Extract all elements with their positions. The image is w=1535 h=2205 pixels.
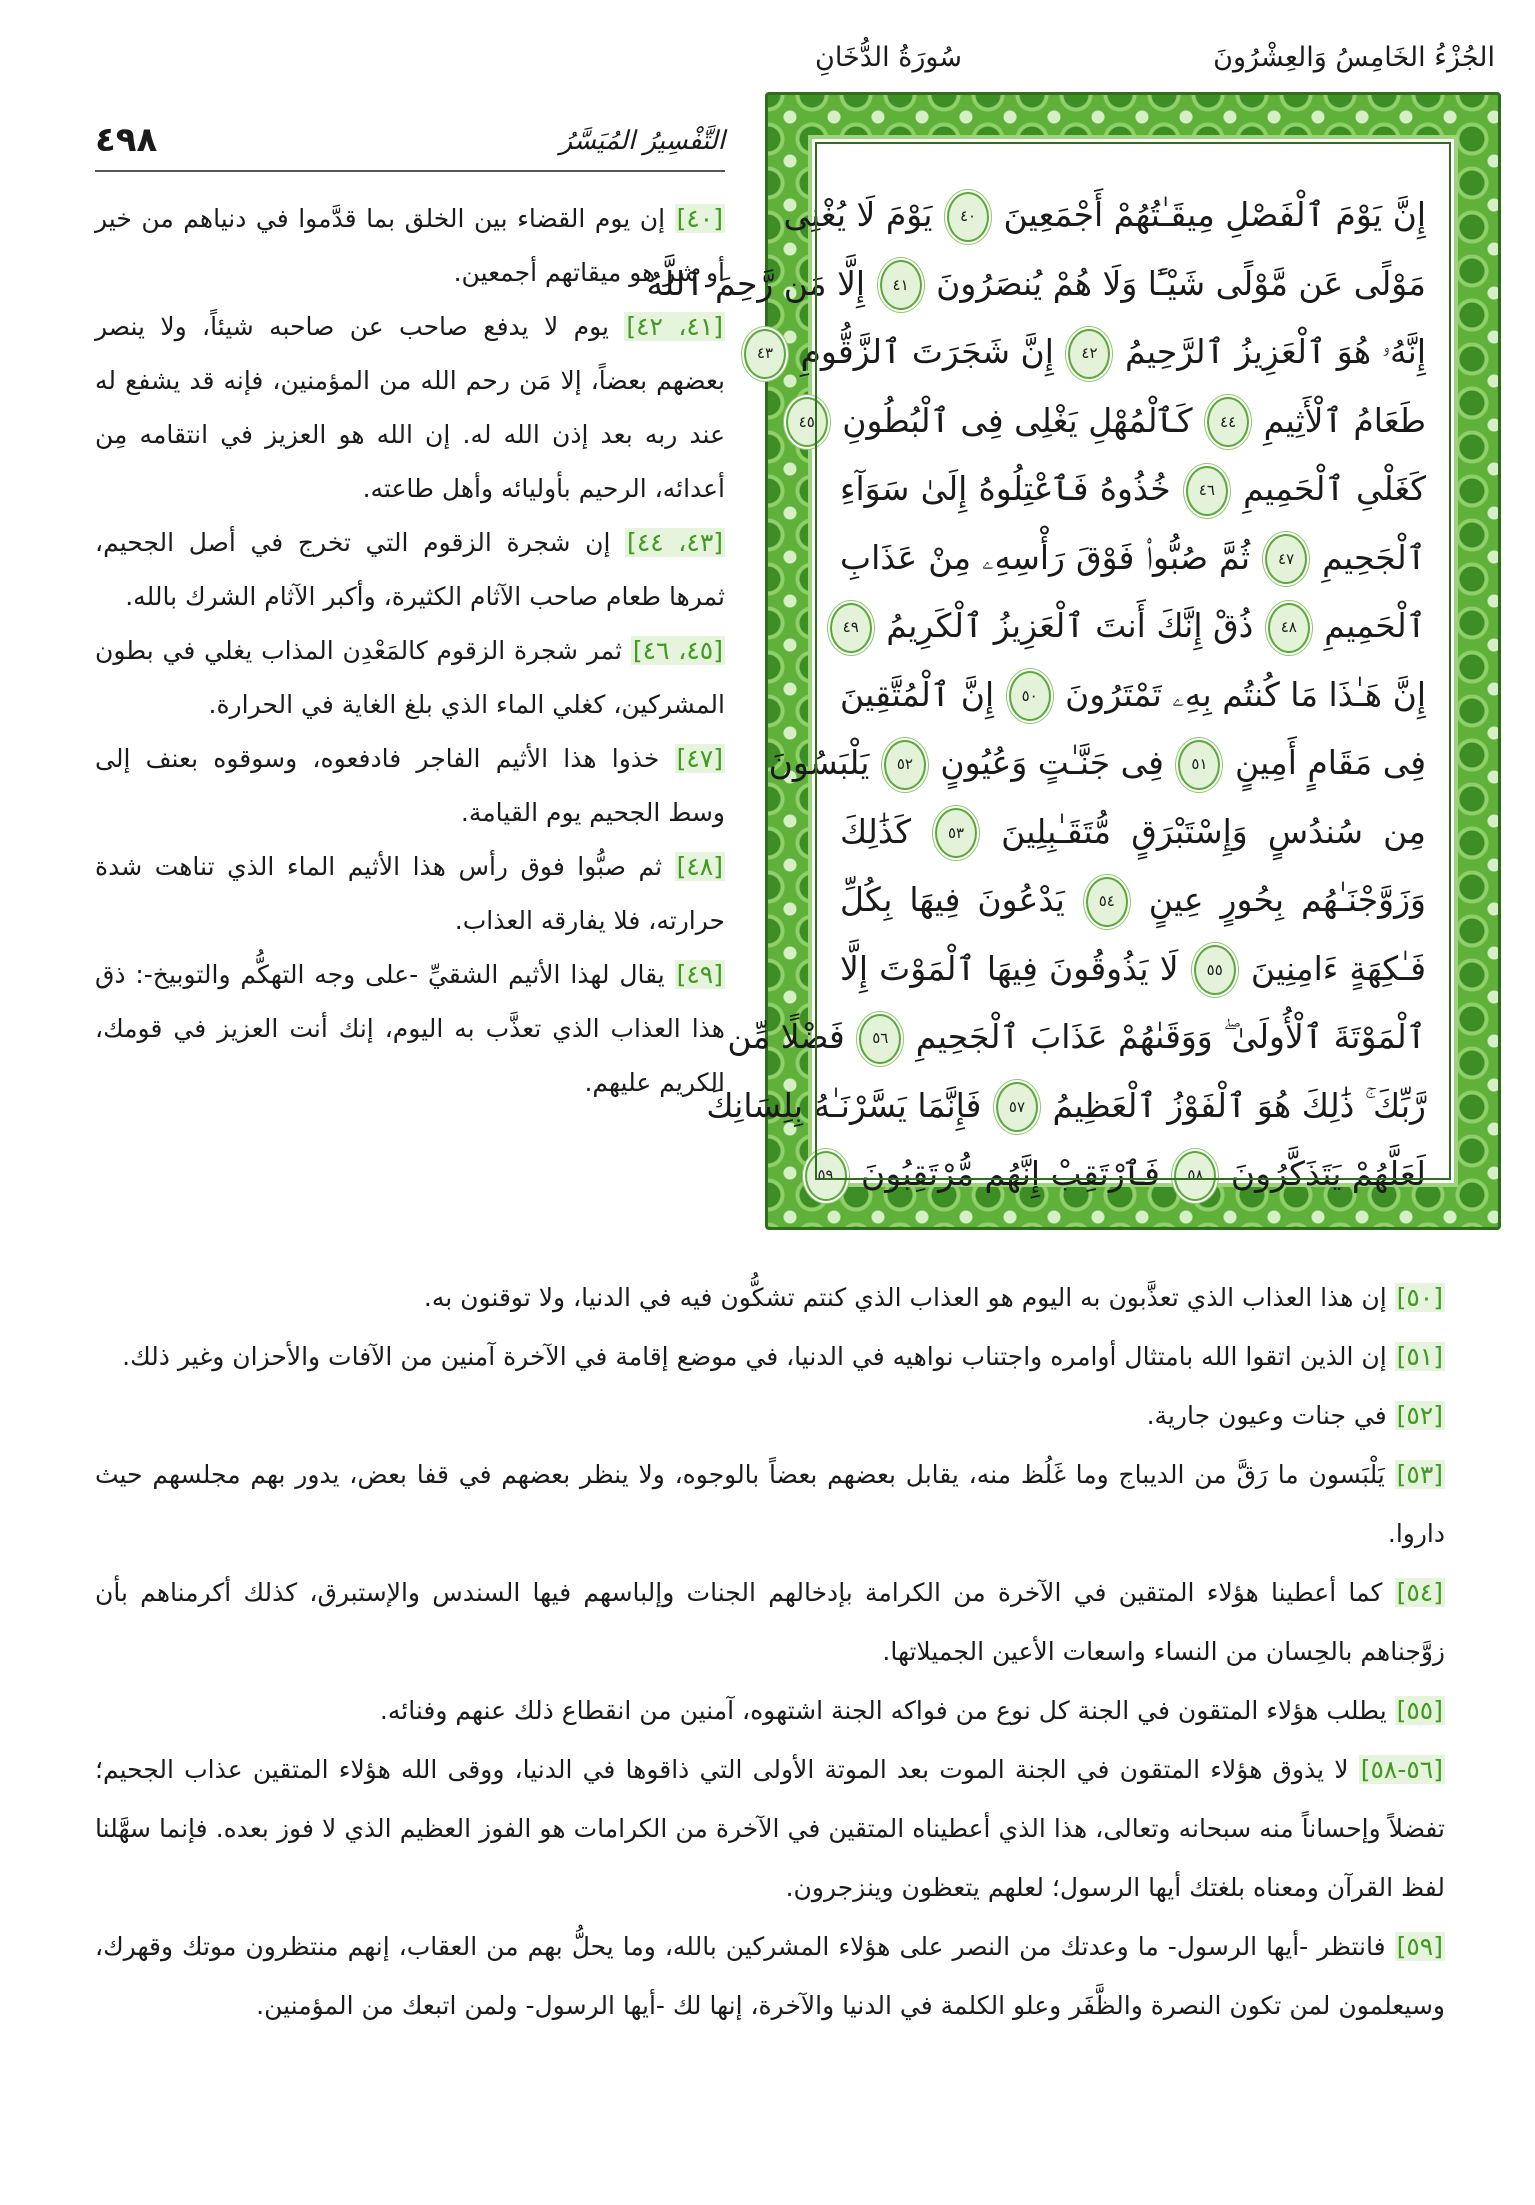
tafsir-text: كما أعطينا هؤلاء المتقين في الآخرة من الكرامة بإدخالهم الجنات وإلباسهم فيها السندس والإستبرق، كذلك أكرمناهم بأن زوَّجناهم بالحِسان من النساء واسعات الأعين الجميلاتها.	[95, 1578, 1445, 1666]
quran-line	[840, 935, 1426, 1004]
verse-text: رَّبِّكَ ۚ ذَٰلِكَ هُوَ ٱلْفَوْزُ ٱلْعَظِيمُ	[1052, 1085, 1426, 1125]
tafsir-paragraph	[95, 1268, 1445, 1327]
ayah-number-marker: ٥٣	[935, 808, 977, 858]
quran-line	[840, 455, 1426, 524]
verse-reference: [٤٣، ٤٤]	[627, 528, 724, 557]
verse-text: فَضْلًا مِّن	[727, 1017, 845, 1056]
verse-text: ذُقْ إِنَّكَ أَنتَ ٱلْعَزِيزُ ٱلْكَرِيمُ	[886, 606, 1254, 645]
quran-line	[706, 1072, 1426, 1141]
ayah-number-marker: ٤٩	[830, 603, 872, 653]
tafsir-text: يقال لهذا الأثيم الشقيِّ -على وجه التهكُّم والتوبيخ-: ذق هذا العذاب الذي تعذَّب به اليوم، إنك أنت العزيز في قومك، الكريم عليهم.	[95, 960, 725, 1097]
tafsir-header	[95, 120, 725, 172]
verse-reference: [٥٢]	[1396, 1401, 1443, 1430]
ayah-number-marker: ٤٢	[1068, 329, 1110, 379]
quran-line	[840, 524, 1426, 593]
tafsir-paragraph	[95, 840, 725, 948]
verse-text: كَغَلْىِ ٱلْحَمِيمِ	[1243, 469, 1427, 508]
verse-text: مَوْلًى عَن مَّوْلًى شَيْـًٔا وَلَا هُمْ يُنصَرُونَ	[936, 263, 1426, 303]
tafsir-paragraph	[95, 624, 725, 732]
tafsir-paragraph	[95, 300, 725, 516]
verse-text: ٱلْجَحِيمِ	[1322, 537, 1426, 577]
page-number: ٤٩٨	[95, 120, 158, 160]
verse-text: إِنَّ شَجَرَتَ ٱلزَّقُّومِ	[800, 332, 1054, 371]
verse-text: فَإِنَّمَا يَسَّرْنَـٰهُ بِلِسَانِكَ	[706, 1085, 982, 1125]
ayah-number-marker: ٤٥	[786, 397, 828, 447]
quran-line	[817, 1140, 1426, 1209]
verse-text: يَدْعُونَ فِيهَا بِكُلِّ	[840, 880, 1065, 919]
verse-reference: [٥٩]	[1396, 1932, 1443, 1961]
tafsir-text: إن الذين اتقوا الله بامتثال أوامره واجتناب نواهيه في الدنيا، في موضع إقامة في الآخرة آمنين من الآفات والأحزان وغير ذلك.	[122, 1342, 1387, 1371]
ayah-number-marker: ٥٤	[1086, 877, 1128, 927]
juz-title: الجُزْءُ الخَامِسُ وَالعِشْرُونَ	[1213, 42, 1495, 73]
tafsir-paragraph	[95, 732, 725, 840]
tafsir-text: يطلب هؤلاء المتقون في الجنة كل نوع من فواكه الجنة اشتهوه، آمنين من انقطاع ذلك عنهم وفنائه.	[379, 1696, 1387, 1725]
tafsir-paragraph	[95, 192, 725, 300]
verse-text: إِنَّهُۥ هُوَ ٱلْعَزِيزُ ٱلرَّحِيمُ	[1124, 332, 1426, 371]
verse-text: لَا يَذُوقُونَ فِيهَا ٱلْمَوْتَ إِلَّا	[840, 948, 1179, 988]
verse-text: كَذَٰلِكَ	[840, 811, 911, 851]
verse-reference: [٥١]	[1396, 1342, 1443, 1371]
verse-text: إِنَّ ٱلْمُتَّقِينَ	[840, 674, 995, 714]
ayah-number-marker: ٤٠	[947, 192, 989, 242]
quran-line	[840, 661, 1426, 730]
verse-reference: [٤٨]	[676, 852, 723, 881]
tafsir-text: إن شجرة الزقوم التي تخرج في أصل الجحيم، ثمرها طعام صاحب الآثام الكثيرة، وأكبر الآثام الشرك بالله.	[95, 528, 725, 611]
tafsir-text: في جنات وعيون جارية.	[1146, 1401, 1387, 1430]
tafsir-paragraph	[95, 1327, 1445, 1386]
verse-reference: [٥٥]	[1396, 1696, 1443, 1725]
verse-text: خُذُوهُ فَٱعْتِلُوهُ إِلَىٰ سَوَآءِ	[840, 469, 1171, 508]
verse-text: ٱلْمَوْتَةَ ٱلْأُولَىٰ ۖ وَوَقَىٰهُمْ عَذَابَ ٱلْجَحِيمِ	[915, 1017, 1426, 1056]
ayah-number-marker: ٥٦	[859, 1014, 901, 1064]
verse-reference: [٤٥، ٤٦]	[632, 636, 723, 665]
verse-text: ثُمَّ صُبُّوا۟ فَوْقَ رَأْسِهِۦ مِنْ عَذَابِ	[840, 537, 1251, 577]
ayah-number-marker: ٤٣	[744, 329, 786, 379]
tafsir-text: ثم صبُّوا فوق رأس هذا الأثيم الماء الذي تناهت شدة حرارته، فلا يفارقه العذاب.	[95, 852, 725, 935]
verse-text: كَٱلْمُهْلِ يَغْلِى فِى ٱلْبُطُونِ	[842, 400, 1193, 440]
verse-text: يَلْبَسُونَ	[768, 743, 870, 782]
ayah-number-marker: ٥٨	[1174, 1151, 1216, 1201]
quran-line	[646, 250, 1426, 319]
verse-text: طَعَامُ ٱلْأَثِيمِ	[1263, 400, 1426, 440]
verse-text: مِن سُندُسٍ وَإِسْتَبْرَقٍ مُّتَقَـٰبِلِينَ	[1001, 811, 1426, 851]
tafsir-text: يوم لا يدفع صاحب عن صاحبه شيئاً، ولا ينصر بعضهم بعضاً، إلا مَن رحم الله من المؤمنين، فإنه قد يشفع له عند ربه بعد إذن الله له. إن الله هو العزيز في انتقامه مِن أعدائه، الرحيم بأوليائه وأهل طاعته.	[95, 312, 725, 503]
quran-line	[768, 729, 1426, 798]
tafsir-text: يَلْبَسون ما رَقَّ من الديباج وما غَلُظ منه، يقابل بعضهم بعضاً بالوجوه، ولا ينظر بعضهم في قفا بعض، يدور بهم مجلسهم حيث داروا.	[95, 1460, 1445, 1548]
verse-text: لَعَلَّهُمْ يَتَذَكَّرُونَ	[1230, 1154, 1426, 1193]
verse-reference: [٤٩]	[676, 960, 723, 989]
tafsir-paragraph	[95, 1386, 1445, 1445]
ayah-number-marker: ٥٩	[805, 1151, 847, 1201]
ayah-number-marker: ٥١	[1178, 740, 1220, 790]
verse-reference: [٤٠]	[676, 204, 723, 233]
verse-text: فَـٰكِهَةٍ ءَامِنِينَ	[1250, 948, 1427, 988]
ayah-number-marker: ٥٥	[1194, 945, 1236, 995]
ayah-number-marker: ٥٧	[996, 1082, 1038, 1132]
verse-text: فِى مَقَامٍ أَمِينٍ	[1234, 743, 1426, 782]
verse-reference: [٥٦-٥٨]	[1360, 1755, 1443, 1784]
verse-reference: [٤١، ٤٢]	[626, 312, 724, 341]
tafsir-column	[95, 192, 725, 1110]
ayah-number-marker: ٤٤	[1207, 397, 1249, 447]
verse-text: فِى جَنَّـٰتٍ وَعُيُونٍ	[940, 743, 1164, 782]
tafsir-paragraph	[95, 1445, 1445, 1563]
tafsir-text: إن يوم القضاء بين الخلق بما قدَّموا في دنياهم من خير أو شر هو ميقاتهم أجمعين.	[95, 204, 725, 287]
verse-text: إِنَّ يَوْمَ ٱلْفَصْلِ مِيقَـٰتُهُمْ أَجْمَعِينَ	[1003, 195, 1426, 234]
ayah-number-marker: ٤٦	[1186, 466, 1228, 516]
verse-reference: [٥٠]	[1396, 1283, 1443, 1312]
verse-text: إِنَّ هَـٰذَا مَا كُنتُم بِهِۦ تَمْتَرُونَ	[1065, 674, 1427, 714]
tafsir-paragraph	[95, 516, 725, 624]
quran-line	[727, 1003, 1426, 1072]
tafsir-full-width	[95, 1268, 1445, 2035]
tafsir-paragraph	[95, 948, 725, 1110]
tafsir-text: خذوا هذا الأثيم الفاجر فادفعوه، وسوقوه بعنف إلى وسط الجحيم يوم القيامة.	[95, 744, 725, 827]
tafsir-text: إن هذا العذاب الذي تعذَّبون به اليوم هو العذاب الذي كنتم تشكُّون فيه في الدنيا، ولا توقنون به.	[423, 1283, 1387, 1312]
tafsir-title: التَّفْسِيرُ المُيَسَّرُ	[559, 126, 725, 156]
verse-reference: [٥٤]	[1396, 1578, 1443, 1607]
verse-reference: [٤٧]	[676, 744, 723, 773]
quran-line	[783, 181, 1426, 250]
quran-line	[840, 798, 1426, 867]
tafsir-paragraph	[95, 1563, 1445, 1681]
quran-line	[840, 866, 1426, 935]
tafsir-text: ثمر شجرة الزقوم كالمَعْدِن المذاب يغلي في بطون المشركين، كغلي الماء الذي بلغ الغاية في الحرارة.	[95, 636, 725, 719]
ayah-number-marker: ٥٠	[1009, 671, 1051, 721]
verse-text: يَوْمَ لَا يُغْنِى	[783, 195, 933, 234]
surah-title: سُورَةُ الدُّخَانِ	[815, 42, 962, 73]
ayah-number-marker: ٤١	[880, 260, 922, 310]
verse-text: إِلَّا مَن رَّحِمَ ٱللَّهُ	[646, 263, 866, 303]
tafsir-paragraph	[95, 1681, 1445, 1740]
tafsir-paragraph	[95, 1917, 1445, 2035]
verse-text: ٱلْحَمِيمِ	[1324, 606, 1426, 645]
quran-line	[756, 318, 1426, 387]
verse-text: فَٱرْتَقِبْ إِنَّهُم مُّرْتَقِبُونَ	[861, 1154, 1160, 1193]
ayah-number-marker: ٤٧	[1265, 534, 1307, 584]
tafsir-paragraph	[95, 1740, 1445, 1917]
verse-reference: [٥٣]	[1396, 1460, 1444, 1489]
verse-text: وَزَوَّجْنَـٰهُم بِحُورٍ عِينٍ	[1148, 880, 1426, 919]
quran-line	[840, 592, 1426, 661]
ayah-number-marker: ٤٨	[1268, 603, 1310, 653]
ayah-number-marker: ٥٢	[884, 740, 926, 790]
quran-line	[798, 387, 1426, 456]
tafsir-text: فانتظر -أيها الرسول- ما وعدتك من النصر على هؤلاء المشركين بالله، وما يحلُّ بهم من العقاب، إنهم منتظرون موتك وقهرك، وسيعلمون لمن تكون النصرة والظَّفَر وعلو الكلمة في الدنيا والآخرة، إنها لك -أيها الرسول- ولمن اتبعك من المؤمنين.	[95, 1932, 1445, 2020]
tafsir-text: لا يذوق هؤلاء المتقون في الجنة الموت بعد الموتة الأولى التي ذاقوها في الدنيا، ووقى الله هؤلاء المتقين عذاب الجحيم؛ تفضلاً وإحساناً منه سبحانه وتعالى، هذا الذي أعطيناه المتقين في الآخرة من الكرامات هو الفوز العظيم الذي لا فوز بعده. فإنما سهَّلنا لفظ القرآن ومعناه بلغتك أيها الرسول؛ لعلهم يتعظون وينزجرون.	[95, 1755, 1445, 1902]
